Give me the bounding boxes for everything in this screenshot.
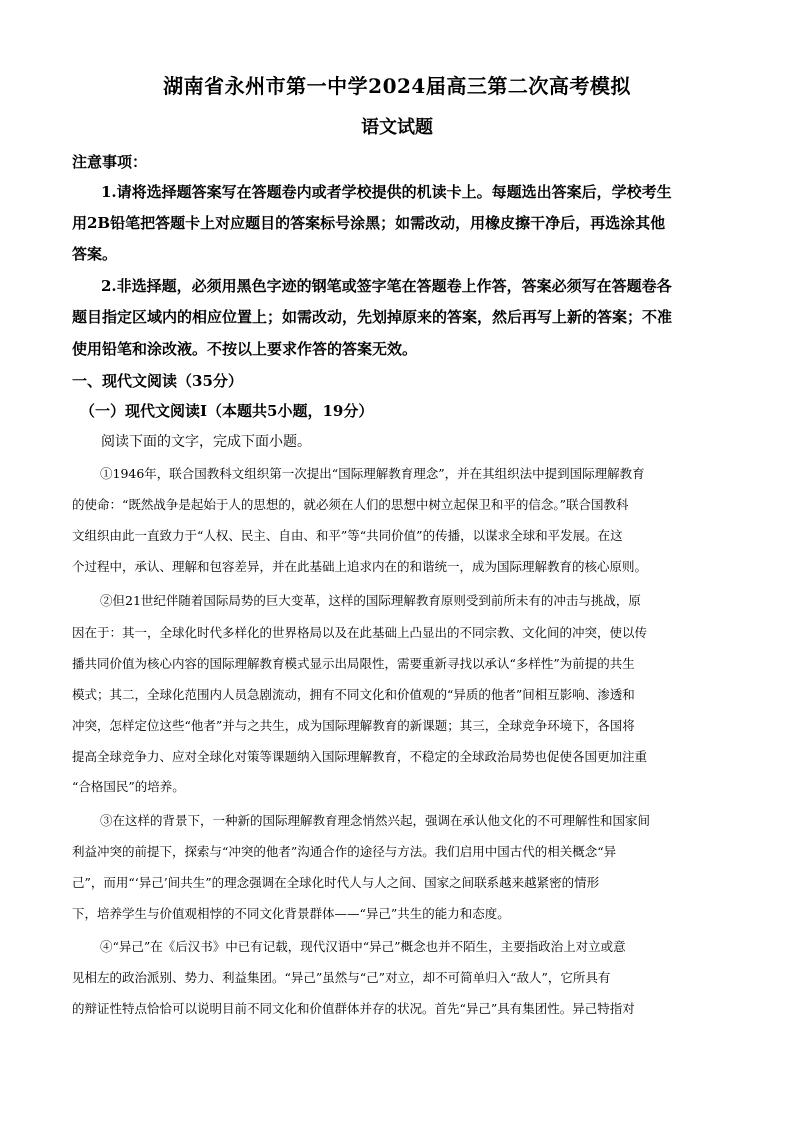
passage-p3-line1: ③在这样的背景下，一种新的国际理解教育理念悄然兴起，强调在承认他文化的不可理解性和国家间 [100, 813, 651, 828]
reading-instruction: 阅读下面的文字，完成下面小题。 [101, 434, 311, 450]
passage-p2-line5: 冲突，怎样定位这些“他者”并与之共生，成为国际理解教育的新课题；其三，全球竞争环境下，各国将 [72, 718, 635, 733]
passage-p2-line7: “合格国民”的培养。 [72, 779, 185, 794]
passage-p2-line3: 播共同价值为核心内容的国际理解教育模式显示出局限性，需要重新寻找以承认“多样性”为前提的共生 [72, 656, 635, 671]
passage-p4-line3: 的辩证性特点恰恰可以说明目前不同文化和价值群体并存的状况。首先“异己”具有集团性。异己特指对 [72, 1001, 635, 1016]
passage-p2-line2: 因在于：其一，全球化时代多样化的世界格局以及在此基础上凸显出的不同宗教、文化间的冲突，使以传 [72, 625, 648, 640]
passage-p3-line2: 利益冲突的前提下，探索与“冲突的他者”沟通合作的途径与方法。我们启用中国古代的相关概念“异 [72, 844, 617, 859]
passage-p4-line1: ④“异己”在《后汉书》中已有记载，现代汉语中“异己”概念也并不陌生，主要指政治上对立或意 [100, 939, 626, 954]
notice-item1-line3: 答案。 [72, 245, 118, 263]
passage-p3-line4: 下，培养学生与价值观相悖的不同文化背景群体——“异己”共生的能力和态度。 [72, 906, 510, 921]
passage-p1-line4: 个过程中，承认、理解和包容差异，并在此基础上追求内在的和谐统一，成为国际理解教育的核心原则。 [72, 559, 648, 574]
notice-heading: 注意事项： [72, 153, 148, 171]
section-subheading: （一）现代文阅读Ⅰ（本题共5小题，19分） [80, 402, 374, 420]
notice-item2-line3: 使用铅笔和涂改液。不按以上要求作答的答案无效。 [72, 340, 418, 358]
notice-item1-line1: 1.请将选择题答案写在答题卷内或者学校提供的机读卡上。每题选出答案后，学校考生 [101, 183, 672, 201]
notice-item2-line2: 题目指定区域内的相应位置上；如需改动，先划掉原来的答案，然后再写上新的答案；不准 [72, 308, 673, 326]
passage-p4-line2: 见相左的政治派别、势力、利益集团。“异己”虽然与“己”对立，却不可简单归入“敌人”，它所具有 [72, 970, 611, 985]
exam-subtitle: 语文试题 [361, 117, 433, 138]
passage-p1-line2: 的使命：“既然战争是起始于人的思想的，就必须在人们的思想中树立起保卫和平的信念。”联合国教科 [72, 497, 629, 512]
exam-title: 湖南省永州市第一中学2024届高三第二次高考模拟 [163, 74, 631, 98]
passage-p1-line3: 文组织由此一直致力于“人权、民主、自由、和平”等“共同价值”的传播，以谋求全球和平发展。在这 [72, 528, 623, 543]
passage-p2-line4: 模式；其二，全球化范围内人员急剧流动，拥有不同文化和价值观的“异质的他者”间相互影响、渗透和 [72, 687, 635, 702]
notice-item2-line1: 2.非选择题，必须用黑色字迹的钢笔或签字笔在答题卷上作答，答案必须写在答题卷各 [101, 277, 672, 295]
section-heading: 一、现代文阅读（35分） [72, 372, 243, 390]
passage-p1-line1: ①1946年，联合国教科文组织第一次提出“国际理解教育理念”，并在其组织法中提到国际理解教育 [100, 466, 645, 481]
notice-item1-line2: 用2B铅笔把答题卡上对应题目的答案标号涂黑；如需改动，用橡皮擦干净后，再选涂其他 [72, 214, 666, 232]
passage-p3-line3: 己”，而用“‘异己’间共生”的理念强调在全球化时代人与人之间、国家之间联系越来越紧密的情形 [72, 875, 600, 890]
passage-p2-line1: ②但21世纪伴随着国际局势的巨大变革，这样的国际理解教育原则受到前所未有的冲击与挑战，原 [100, 593, 641, 608]
passage-p2-line6: 提高全球竞争力、应对全球化对策等课题纳入国际理解教育，不稳定的全球政治局势也促使各国更加注重 [72, 749, 648, 764]
